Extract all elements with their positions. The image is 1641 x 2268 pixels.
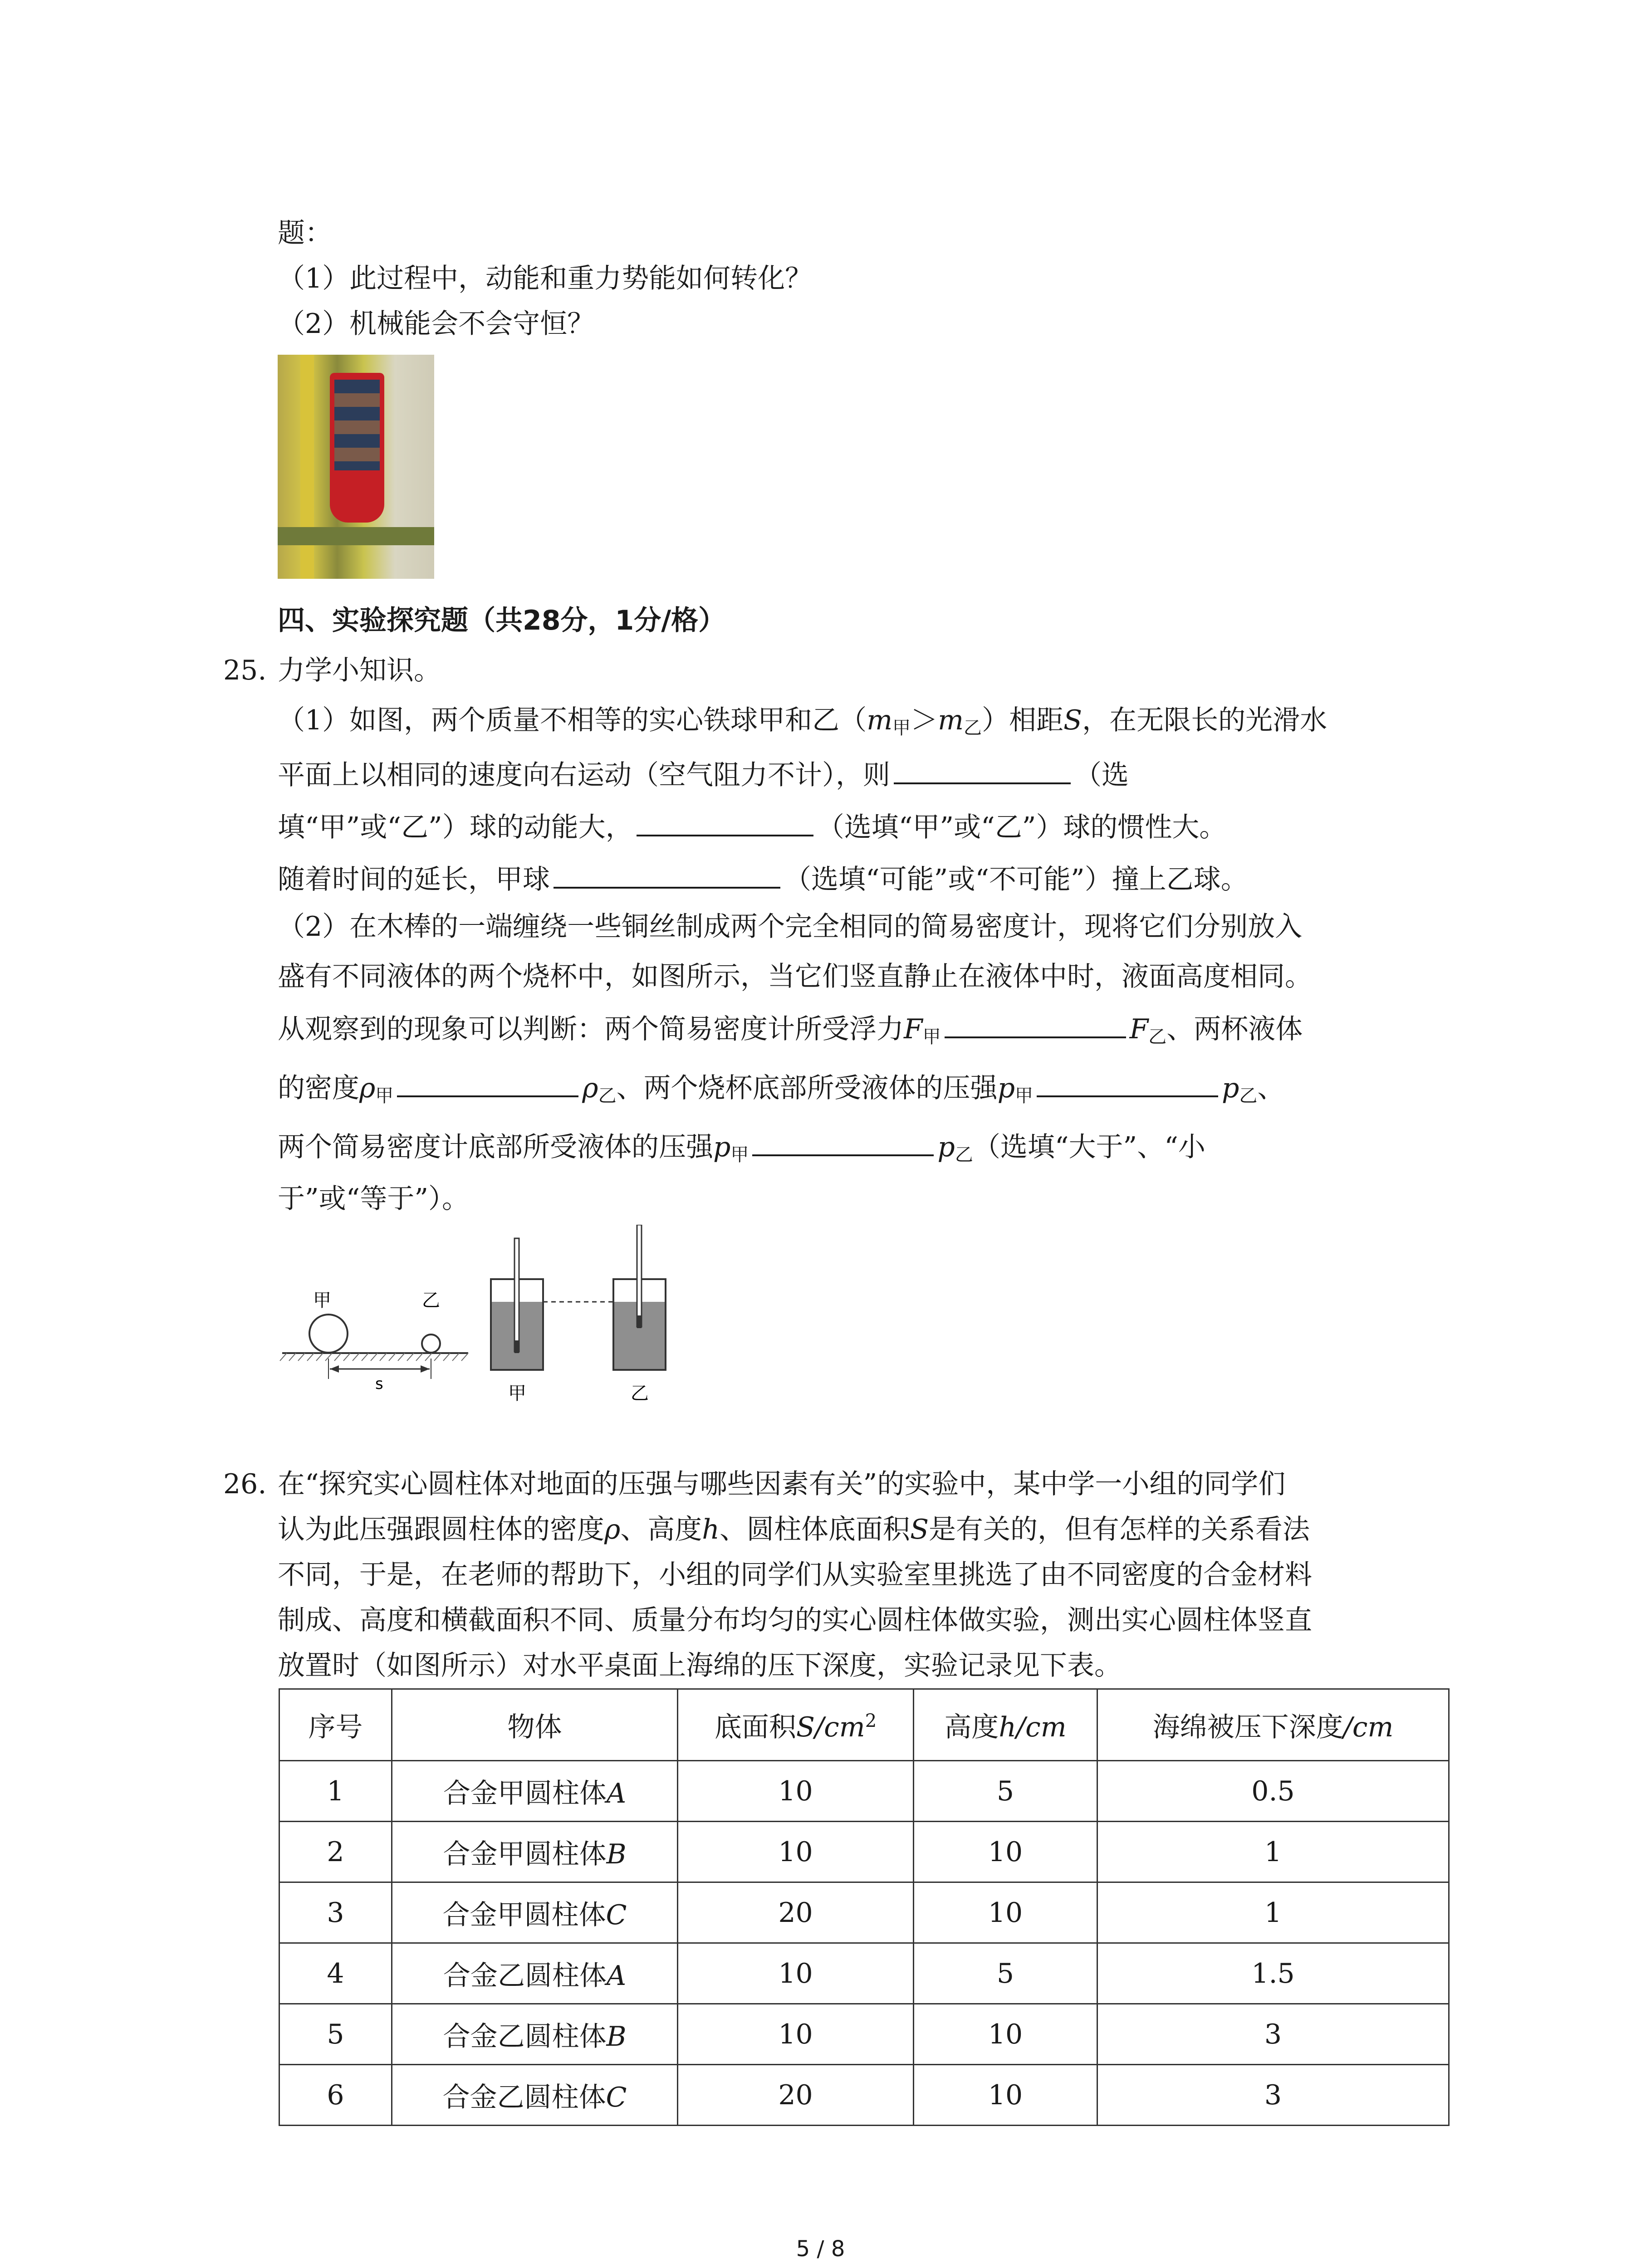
header-height: 高度h/cm (914, 1689, 1097, 1761)
label-yi-ball: 乙 (422, 1290, 440, 1311)
label-jia-beaker: 甲 (508, 1383, 526, 1404)
roller-coaster-photo (278, 355, 434, 579)
cell-area: 10 (678, 1943, 914, 2004)
cell-area: 20 (678, 2065, 914, 2126)
answer-blank-7[interactable] (752, 1126, 934, 1156)
cell-area: 10 (678, 2004, 914, 2065)
answer-blank-1[interactable] (894, 754, 1071, 784)
answer-blank-2[interactable] (637, 807, 813, 836)
cell-depth: 3 (1097, 2004, 1449, 2065)
cell-object: 合金甲圆柱体B (392, 1822, 678, 1882)
cell-height: 10 (914, 1822, 1097, 1882)
q25-title: 力学小知识。 (278, 655, 441, 686)
q25-p2-line1: （2）在木棒的一端缠绕一些铜丝制成两个完全相同的简易密度计，现将它们分别放入 (278, 911, 1303, 943)
q25-p1-line1: （1）如图，两个质量不相等的实心铁球甲和乙$(m_甲>m_乙)$相距S，在无限长的光滑水 (278, 704, 1327, 738)
intro-question-2: （2）机械能会不会守恒？ (278, 308, 595, 340)
ball-yi (422, 1334, 440, 1353)
q26-number: 26. (223, 1468, 267, 1500)
cell-number: 5 (279, 2004, 392, 2065)
label-yi-beaker: 乙 (631, 1383, 649, 1404)
cell-object: 合金乙圆柱体A (392, 1943, 678, 2004)
q25-p2-line6: 于”或“等于”）。 (278, 1183, 470, 1215)
table-row (279, 1822, 1449, 1882)
cell-area: 10 (678, 1822, 914, 1882)
header-area: 底面积$S/cm^2$ (678, 1689, 914, 1761)
label-distance-s: s (375, 1375, 383, 1393)
answer-blank-6[interactable] (1037, 1067, 1218, 1097)
cell-height: 5 (914, 1943, 1097, 2004)
q26-line5: 放置时（如图所示）对水平桌面上海绵的压下深度，实验记录见下表。 (278, 1650, 1122, 1681)
table-row (279, 1761, 1449, 1822)
cell-object: 合金乙圆柱体C (392, 2065, 678, 2126)
header-depth: 海绵被压下深度/cm (1097, 1689, 1449, 1761)
table-row (279, 1882, 1449, 1943)
q25-p2-line5: 两个简易密度计底部所受液体的压强$p_甲$ $p_乙$（选填“大于”、“小 (278, 1126, 1205, 1173)
cell-number: 2 (279, 1822, 392, 1882)
q25-p2-line4: 的密度$\rho_甲$ $\rho_乙$、两个烧杯底部所受液体的压强$p_甲$ $p_乙$、 (278, 1067, 1284, 1114)
cell-depth: 1 (1097, 1822, 1449, 1882)
cell-height: 10 (914, 1882, 1097, 1943)
cell-area: 20 (678, 1882, 914, 1943)
q25-p2-line3: 从观察到的现象可以判断：两个简易密度计所受浮力$F_甲$ $F_乙$、两杯液体 (278, 1008, 1303, 1055)
cell-depth: 0.5 (1097, 1761, 1449, 1822)
intro-title-tail: 题： (278, 217, 332, 249)
answer-blank-5[interactable] (397, 1067, 578, 1097)
q26-line1: 在“探究实心圆柱体对地面的压强与哪些因素有关”的实验中，某中学一小组的同学们 (278, 1468, 1286, 1500)
cell-number: 6 (279, 2065, 392, 2126)
experiment-table (279, 1688, 1450, 2126)
beakers-diagram (491, 1225, 666, 1404)
header-number: 序号 (279, 1689, 392, 1761)
cell-object: 合金乙圆柱体B (392, 2004, 678, 2065)
balls-diagram (280, 1290, 468, 1393)
cell-depth: 1 (1097, 1882, 1449, 1943)
cell-number: 1 (279, 1761, 392, 1822)
table-row (279, 2065, 1449, 2126)
q25-number: 25. (223, 655, 267, 686)
q25-p1-line3: 填“甲”或“乙”）球的动能大， （选填“甲”或“乙”）球的惯性大。 (278, 807, 1226, 846)
section-heading: 四、实验探究题（共28分，1分/格） (278, 605, 726, 636)
answer-blank-4[interactable] (945, 1008, 1126, 1038)
table-row (279, 1943, 1449, 2004)
cell-number: 4 (279, 1943, 392, 2004)
q25-figure (278, 1225, 686, 1415)
page-number: 5 / 8 (796, 2236, 845, 2262)
q26-line2: 认为此压强跟圆柱体的密度ρ、高度h、圆柱体底面积S是有关的，但有怎样的关系看法 (278, 1514, 1310, 1545)
cell-height: 10 (914, 2065, 1097, 2126)
cell-depth: 3 (1097, 2065, 1449, 2126)
cell-depth: 1.5 (1097, 1943, 1449, 2004)
header-object: 物体 (392, 1689, 678, 1761)
intro-question-1: （1）此过程中，动能和重力势能如何转化？ (278, 263, 813, 294)
table-header-row (279, 1689, 1449, 1761)
q26-line3: 不同，于是，在老师的帮助下，小组的同学们从实验室里挑选了由不同密度的合金材料 (278, 1559, 1312, 1591)
answer-blank-3[interactable] (554, 859, 780, 889)
cell-height: 5 (914, 1761, 1097, 1822)
cell-object: 合金甲圆柱体C (392, 1882, 678, 1943)
cell-height: 10 (914, 2004, 1097, 2065)
q26-line4: 制成、高度和横截面积不同、质量分布均匀的实心圆柱体做实验，测出实心圆柱体竖直 (278, 1604, 1312, 1636)
table-row (279, 2004, 1449, 2065)
q25-p1-line2: 平面上以相同的速度向右运动（空气阻力不计），则 （选 (278, 754, 1129, 793)
label-jia-ball: 甲 (313, 1290, 331, 1311)
cell-area: 10 (678, 1761, 914, 1822)
cell-object: 合金甲圆柱体A (392, 1761, 678, 1822)
q25-p2-line2: 盛有不同液体的两个烧杯中，如图所示，当它们竖直静止在液体中时，液面高度相同。 (278, 961, 1312, 992)
q25-p1-line4: 随着时间的延长，甲球 （选填“可能”或“不可能”）撞上乙球。 (278, 859, 1248, 898)
cell-number: 3 (279, 1882, 392, 1943)
ball-jia (309, 1315, 348, 1353)
